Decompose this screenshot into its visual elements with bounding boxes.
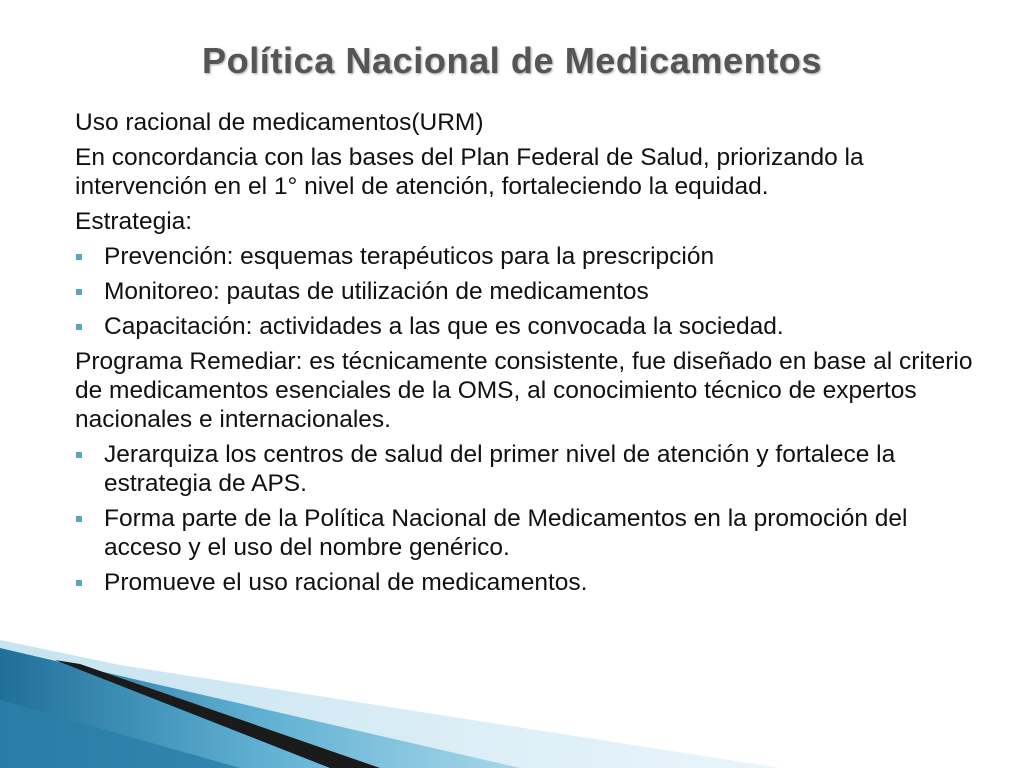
bullet-text: Forma parte de la Política Nacional de Medicamentos en la promoción del acceso y el uso del nombre genérico.: [104, 505, 908, 561]
square-bullet-icon: [76, 324, 82, 330]
slide-title: Política Nacional de Medicamentos: [202, 40, 822, 81]
square-bullet-icon: [76, 580, 82, 586]
decor-teal-band: [0, 700, 240, 768]
square-bullet-icon: [76, 254, 82, 260]
intro-line-urm: Uso racional de medicamentos(URM): [75, 109, 484, 136]
bullet-text: Jerarquiza los centros de salud del primer nivel de atención y fortalece la estrategia de APS.: [104, 441, 896, 497]
bullet-text: Capacitación: actividades a las que es convocada la sociedad.: [104, 313, 784, 340]
remediar-paragraph: Programa Remediar: es técnicamente consistente, fue diseñado en base al criterio de medicamentos esenciales de la OMS, al conocimiento técnico de expertos nacionales e internacionales.: [75, 348, 973, 433]
slide-content: [75, 108, 975, 603]
decor-dark-band: [55, 660, 380, 768]
square-bullet-icon: [76, 452, 82, 458]
bullet-text: Prevención: esquemas terapéuticos para la prescripción: [104, 243, 715, 270]
bullet-text: Promueve el uso racional de medicamentos.: [104, 569, 588, 596]
intro-line-estrategia: Estrategia:: [75, 208, 193, 235]
bullet-text: Monitoreo: pautas de utilización de medicamentos: [104, 278, 649, 305]
decor-light-band: [0, 640, 780, 768]
square-bullet-icon: [76, 516, 82, 522]
strategy-bullet-capacitacion: [75, 312, 975, 341]
strategy-bullet-monitoreo: [75, 277, 975, 306]
intro-line-plan-federal: En concordancia con las bases del Plan Federal de Salud, priorizando la intervención en el 1° nivel de atención, fortaleciendo la equidad.: [75, 144, 864, 200]
remediar-bullet-forma-parte: [75, 504, 975, 562]
decor-blue-band: [0, 648, 520, 768]
strategy-bullet-prevencion: [75, 242, 975, 271]
square-bullet-icon: [76, 289, 82, 295]
remediar-bullet-promueve: [75, 568, 975, 597]
remediar-bullet-jerarquiza: [75, 440, 975, 498]
